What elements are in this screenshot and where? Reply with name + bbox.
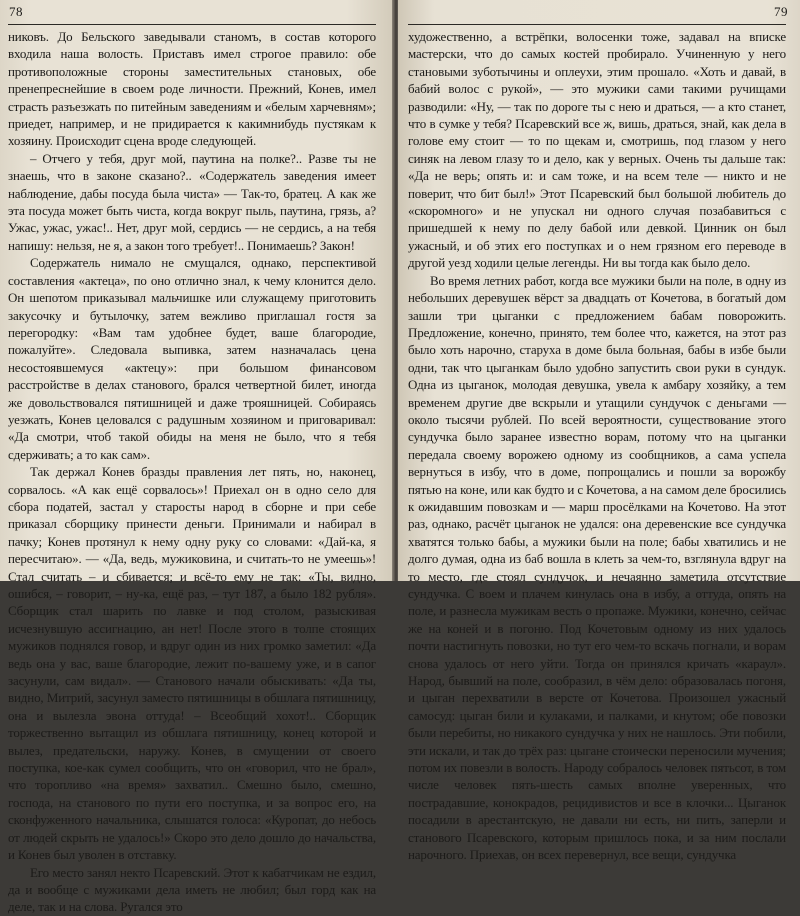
paragraph: Его место занял некто Псаревский. Этот к кабатчикам не ездил, да и вообще с мужиками дела иметь не любил; был горд как на деле, так и на слова. Ругался это [8,864,376,915]
left-page [0,0,394,915]
page-number-left: 78 [9,4,23,19]
header-rule [408,24,786,25]
header-rule [8,24,376,25]
right-page [398,0,800,863]
paragraph: Во время летних работ, когда все мужики были на поле, в одну из небольших деревушек вёрст за двадцать от Кочетова, в богатый дом зашли три цыганки с предложением бабам поворожить. Предложение, конечно, принято, тем более что, кажется, на этот раз было хоть нарочно, старуха в доме была больная, бабы в избе были одни, так что цыганкам было удобно запустить свои руки в сундук. Одна из цыганок, молодая девушка, увела к амбару хозяйку, а тем временем другие две вскрыли и утащили сундучок с деньгами — около тысячи рублей. По всей вероятности, существование этого сундучка было заранее известно ворам, потому что на цыганки передала своему ворожею одному из сообщников, а сама успела вернуться в избу, что в доме, попрощались и пошли за ворожбу пятью на коне, или как будто и с Кочетова, а на самом деле бросились к ожидавшим повозкам и — марш просёлками на Кочетово. На этот раз, однако, расчёт цыганок не удался: она деревенские все сундучка хватятся только бабы, а мужики были на поле; бабы хватились и не долго думая, одна из баб вошла в клеть за чем-то, взглянула вдруг на то место, где стоял сундучок, и нечаянно заметила отсутствие сундучка. С воем и плачем кинулась она в избу, а оттуда, опять на поле, и разнесла мужикам весть о пропаже. Мужики, конечно, сейчас же на коней и в погоню. Под Кочетовым одному из них удалось почти настигнуть повозки, но тут его чем-то вскачь погнали, и ворам снова удалось от него уйти. Тогда он принялся кричать «караул». Народ, бывший на поле, сообразил, в чём дело: образовалась погоня, и цыган перехватили в версте от Кочетова. Произошел ужасный самосуд: цыган били и кулаками, и палками, и кнутом; обе повозки были перебиты, но никакого сундучка у них не нашлось. Эти побили, эти искали, и так до трёх раз: цыгане стоически переносили мучения; потом их повезли в волость. Народу собралось человек пятьсот, в том числе человек пять-шесть самых вполне уверенных, что пострадавшие, конокрадов, рецидивистов и все в клочки... Цыганок посадили в арестантскую, не давали ни есть, ни пить, заперли и станового Псаревского, которым пришлось пока, и за ним послали нарочного. Приехав, он всех перевернул, все вещи, сундучка [408,272,786,863]
paragraph: – Отчего у тебя, друг мой, паутина на полке?.. Разве ты не знаешь, что в законе сказано?.. «Содержатель заведения имеет наблюдение, дабы посуда была чиста» — Так-то, братец. А как же эта посуда может быть чиста, когда вокруг пыль, паутина, грязь, а? Ужас, ужас, ужас!.. Нет, друг мой, сердись — не сердись, а на тебя напишу: нельзя, не я, а закон того требует!.. Понимаешь? Закон! [8,150,376,253]
paragraph: художественно, а встрёпки, волосенки тоже, задавал на вписке мастерски, что до самых костей пробирало. Учиненную у него становыми зуботычины и оплеухи, этим прошало. «Хоть и давай, в бабий волос с рукой», — это мужики сами такими ручищами разводили: «Ну, — так по дороге ты с нею и драться, — а кто станет, что в сумке у тебя? Псаревский все ж, вишь, драться, знай, как дела в голове ему стоит — то по щекам и, смотришь, под глазом у него синяк на левом глазу то и дело, как у верных. Очень ты дальше так: «Да не верь; опять и: и сам тоже, и на всем теле — никто и не поверит, что бит был!» Этот Псаревский был большой любитель до «скоромного» и не упускал ни одного случая позабавиться с пришедшей к нему по делу бабой или девкой. Цинник он был ужасный, и об этих его поступках и о нем грязном его переводе в другой уезд ходили целые легенды. Ни вы тогда как было дело. [408,29,786,271]
paragraph: никовъ. До Бельского заведывали станомъ, в состав которого входила наша волость. Приставъ имел строгое правило: обе противоположные стороны заместительных становых, обе пренепреснейшие в своем роде личности. Прежний, Конев, имел страсть разъезжать по питейным заведениям и «белым харчевням»; приедет, например, и не придирается к какимнибудь пустякам к хозяину. Происходит сцена вроде следующей. [8,29,376,149]
page-number-right: 79 [774,4,788,19]
paragraph: Содержатель нимало не смущался, однако, перспективой составления «актеца», по оно отлично знал, к чему клонится дело. Он шепотом приказывал мальчишке или служащему приготовить закусочку и бутылочку, затем вежливо приглашал гостя за перегородку: «Вам там удобнее будет, ваше благородие, пожалуйте». Следовала выпивка, затем назначалась цена несостоявшемуся «актецу»: при большом финансовом расстройстве в делах станового, брался четвертной билет, иногда же довольствовался пятишницей и даже трояшницей. Собираясь уезжать, Конев целовался с радушным хозяином и приговаривал: «Да смотри, чтоб такой обиды на меня не было, что я тебя сдерживать; а то как сам». [8,255,376,462]
right-page-text [408,28,786,864]
paragraph: Так держал Конев бразды правления лет пять, но, наконец, сорвалось. «А как ещё сорвалось»! Приехал он в одно село для сбора податей, застал у старосты народ в сборне и при себе приказал сборщику принести деньги. Принимали и набирал в пачку; Конев протянул к нему одну руку со словами: «Дай-ка, я пересчитаю». — «Да, ведь, мужиковина, и считать-то не умеешь»! Стал считать – и сбивается; и всё-то ему не так: «Ты, видно, ошибся, – говорит, – ну-ка, ещё раз, – тут 187, а было 182 рубля». Сборщик стал шарить по лавке и под столом, разыскивая исчезнувшую ассигнацию, ан нет! После этого в толпе стоящих мужиков поднялся говор, и вдруг один из них громко заметил: «Да ведь она у вас, ваше благородие, лежит по-вашему уже, и в сапог засунули, сам видал». — Станового начали обыскивать: «Да ты, видно, Митрий, засунул заместо пятишницы в обшлага пятишницу, она и вылезла эвона оттуда! – Всеобщий хохот!.. Сборщик торжественно вытащил из обшлага пятишницу, конец которой и вылез, предательски, наружу. Конев, в смущении от своего поступка, кое-как сумел сообщить, что он «говорил, что не брал», что торопливо «на время» захватил.. Смешно было, смешно, господа, на станового по пути его поступка, и за вопрос его, на сконфуженного начальника, слышатся голоса: «Куропат, до небось от людей скрыть не удалось!» Скоро это дело дошло до начальства, и Конев был уволен в отставку. [8,464,376,863]
left-page-text [8,28,376,916]
